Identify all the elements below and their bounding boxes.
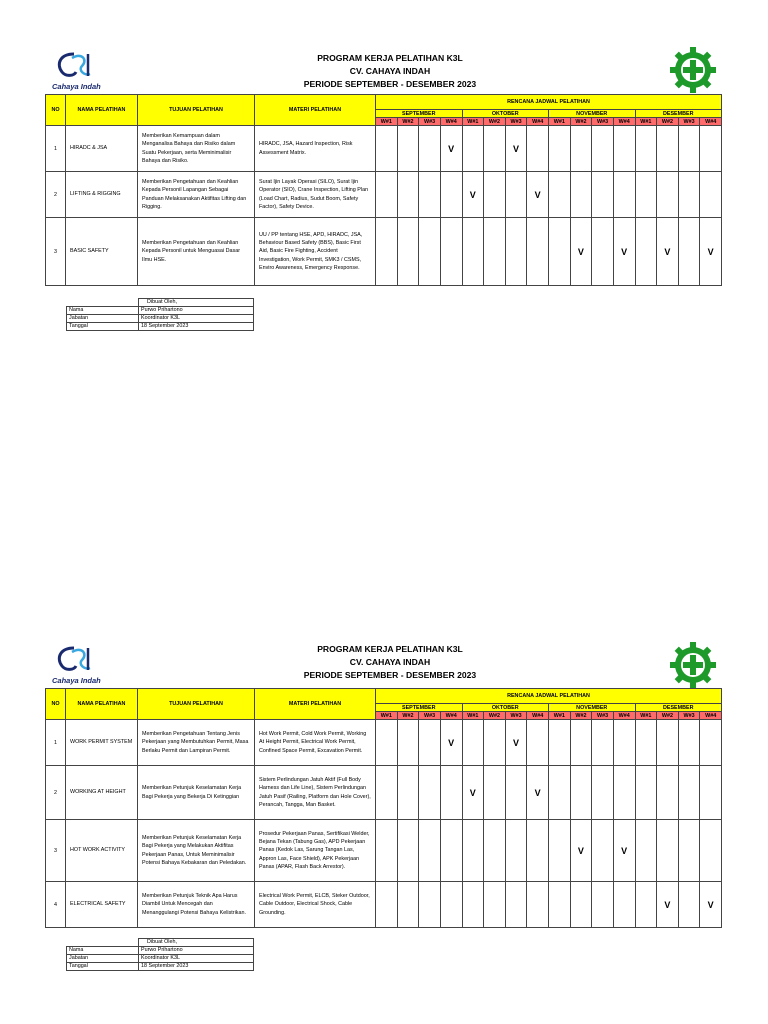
col-no: NO <box>46 95 66 126</box>
schedule-check-mark: V <box>570 218 592 286</box>
schedule-cell <box>397 766 419 820</box>
training-name: BASIC SAFETY <box>66 218 138 286</box>
schedule-cell <box>397 820 419 882</box>
schedule-check-mark: V <box>527 172 549 218</box>
schedule-cell <box>678 882 700 928</box>
schedule-cell <box>440 218 462 286</box>
week-header: W#1 <box>462 712 484 720</box>
training-objective: Memberikan Pengetahuan Tentang Jenis Pekerjaan yang Membutuhkan Permit, Masa Berlaku Permit dan Lampiran Permit. <box>138 720 255 766</box>
training-material: Surat Ijin Layak Operasi (SILO), Surat Ijin Operator (SIO), Crane Inspection, Lifting Plan (Load Chart, Radius, Sudut Boom, Safety Factor), Safety Device. <box>255 172 376 218</box>
week-header: W#2 <box>484 118 506 126</box>
schedule-cell <box>484 172 506 218</box>
schedule-cell <box>657 172 679 218</box>
month-header-november: NOVEMBER <box>549 110 636 118</box>
schedule-cell <box>700 820 722 882</box>
signature-position: Koordinator K3L <box>139 315 254 323</box>
schedule-cell <box>657 126 679 172</box>
signature-date-label: Tanggal <box>67 963 139 971</box>
week-header: W#4 <box>700 712 722 720</box>
schedule-cell <box>635 820 657 882</box>
signature-name: Purwo Prihartono <box>139 307 254 315</box>
schedule-cell <box>440 882 462 928</box>
schedule-check-mark: V <box>657 218 679 286</box>
schedule-cell <box>592 766 614 820</box>
table-row <box>46 882 722 928</box>
week-header: W#3 <box>505 712 527 720</box>
title-block <box>230 52 550 91</box>
training-objective: Memberikan Kemampuan dalam Menganalisa Bahaya dan Risiko dalam Suatu Pekerjaan, serta Meminimalisir Bahaya dan Risiko. <box>138 126 255 172</box>
week-header: W#2 <box>570 712 592 720</box>
schedule-cell <box>549 820 571 882</box>
schedule-cell <box>700 720 722 766</box>
training-material: Hot Work Permit, Cold Work Permit, Working At Height Permit, Electrical Work Permit, Confined Space Permit, Excavation Permit. <box>255 720 376 766</box>
schedule-cell <box>376 218 398 286</box>
schedule-cell <box>613 766 635 820</box>
col-materi-pelatihan: MATERI PELATIHAN <box>255 689 376 720</box>
month-header-oktober: OKTOBER <box>462 704 549 712</box>
week-header: W#3 <box>678 712 700 720</box>
month-header-oktober: OKTOBER <box>462 110 549 118</box>
training-objective: Memberikan Pengetahuan dan Keahlian Kepada Personil untuk Menguasai Dasar Ilmu HSE. <box>138 218 255 286</box>
col-materi-pelatihan: MATERI PELATIHAN <box>255 95 376 126</box>
schedule-cell <box>549 882 571 928</box>
schedule-cell <box>592 126 614 172</box>
row-number: 1 <box>46 126 66 172</box>
schedule-cell <box>419 218 441 286</box>
table-row <box>46 820 722 882</box>
schedule-cell <box>549 126 571 172</box>
schedule-cell <box>613 720 635 766</box>
schedule-cell <box>613 126 635 172</box>
training-name: WORK PERMIT SYSTEM <box>66 720 138 766</box>
week-header: W#3 <box>678 118 700 126</box>
schedule-cell <box>419 820 441 882</box>
schedule-cell <box>570 766 592 820</box>
col-nama-pelatihan: NAMA PELATIHAN <box>66 95 138 126</box>
row-number: 2 <box>46 766 66 820</box>
table-row <box>46 766 722 820</box>
schedule-cell <box>570 172 592 218</box>
schedule-check-mark: V <box>613 218 635 286</box>
schedule-check-mark: V <box>505 126 527 172</box>
schedule-cell <box>419 172 441 218</box>
schedule-cell <box>700 126 722 172</box>
schedule-cell <box>527 720 549 766</box>
schedule-check-mark: V <box>570 820 592 882</box>
week-header: W#3 <box>419 118 441 126</box>
schedule-cell <box>484 766 506 820</box>
schedule-cell <box>440 172 462 218</box>
training-name: HOT WORK ACTIVITY <box>66 820 138 882</box>
schedule-cell <box>397 126 419 172</box>
schedule-cell <box>527 126 549 172</box>
schedule-cell <box>440 766 462 820</box>
month-header-desember: DESEMBER <box>635 110 722 118</box>
schedule-cell <box>635 766 657 820</box>
schedule-cell <box>678 720 700 766</box>
schedule-cell <box>505 820 527 882</box>
table-row <box>46 720 722 766</box>
schedule-cell <box>505 882 527 928</box>
signature-name: Purwo Prihartono <box>139 947 254 955</box>
week-header: W#1 <box>549 118 571 126</box>
week-header: W#3 <box>592 712 614 720</box>
schedule-cell <box>549 766 571 820</box>
week-header: W#2 <box>484 712 506 720</box>
schedule-cell <box>700 172 722 218</box>
schedule-check-mark: V <box>505 720 527 766</box>
schedule-cell <box>657 766 679 820</box>
week-header: W#3 <box>505 118 527 126</box>
signature-name-label: Nama <box>67 947 139 955</box>
training-objective: Memberikan Petunjuk Teknik Apa Harus Diambil Untuk Mencegah dan Menanggulangi Potensi Bahaya Kelistrikan. <box>138 882 255 928</box>
week-header: W#1 <box>376 712 398 720</box>
schedule-cell <box>397 720 419 766</box>
col-no: NO <box>46 689 66 720</box>
week-header: W#4 <box>527 118 549 126</box>
k3-cross-gear-icon <box>668 640 718 690</box>
week-header: W#4 <box>527 712 549 720</box>
schedule-cell <box>397 882 419 928</box>
schedule-cell <box>505 172 527 218</box>
schedule-cell <box>527 820 549 882</box>
ci-logo-icon <box>52 50 114 82</box>
week-header: W#1 <box>635 712 657 720</box>
row-number: 2 <box>46 172 66 218</box>
schedule-check-mark: V <box>700 218 722 286</box>
schedule-cell <box>397 172 419 218</box>
schedule-cell <box>635 126 657 172</box>
schedule-cell <box>592 218 614 286</box>
company-logo <box>52 644 114 688</box>
training-material: Electrical Work Permit, ELCB, Steker Outdoor, Cable Outdoor, Electrical Shock, Cable Grounding. <box>255 882 376 928</box>
signature-block <box>66 298 254 331</box>
training-material: Prosedur Pekerjaan Panas, Sertifikasi Welder, Bejana Tekan (Tabung Gas), APD Pekerjaan Panas (Kedok Las, Sarung Tangan Las, Appron Las, Face Shield), APK Pekerjaan Panas (APAR, Flash Back Arrestor). <box>255 820 376 882</box>
week-header: W#2 <box>657 118 679 126</box>
schedule-cell <box>419 720 441 766</box>
month-header-september: SEPTEMBER <box>376 110 463 118</box>
schedule-cell <box>678 172 700 218</box>
schedule-cell <box>592 172 614 218</box>
week-header: W#2 <box>657 712 679 720</box>
training-plan-table <box>45 688 722 928</box>
schedule-cell <box>635 720 657 766</box>
schedule-cell <box>678 766 700 820</box>
schedule-cell <box>613 172 635 218</box>
ci-logo-icon <box>52 644 114 676</box>
col-rencana-jadwal: RENCANA JADWAL PELATIHAN <box>376 689 722 704</box>
signature-name-label: Nama <box>67 307 139 315</box>
schedule-cell <box>397 218 419 286</box>
col-rencana-jadwal: RENCANA JADWAL PELATIHAN <box>376 95 722 110</box>
schedule-cell <box>376 126 398 172</box>
schedule-cell <box>419 766 441 820</box>
row-number: 1 <box>46 720 66 766</box>
week-header: W#3 <box>592 118 614 126</box>
week-header: W#1 <box>376 118 398 126</box>
signature-block <box>66 938 254 971</box>
signature-position-label: Jabatan <box>67 315 139 323</box>
schedule-cell <box>484 820 506 882</box>
schedule-cell <box>484 882 506 928</box>
schedule-cell <box>376 720 398 766</box>
signature-date: 18 September 2023 <box>139 963 254 971</box>
table-row <box>46 172 722 218</box>
training-plan-table <box>45 94 722 286</box>
title-line-1: PROGRAM KERJA PELATIHAN K3L <box>317 53 463 63</box>
schedule-cell <box>592 882 614 928</box>
schedule-check-mark: V <box>657 882 679 928</box>
signature-created-by: Dibuat Oleh, <box>139 939 254 947</box>
week-header: W#1 <box>462 118 484 126</box>
schedule-cell <box>635 172 657 218</box>
training-objective: Memberikan Petunjuk Keselamatan Kerja Bagi Pekerja yang Bekerja Di Ketinggian <box>138 766 255 820</box>
schedule-cell <box>549 172 571 218</box>
training-objective: Memberikan Pengetahuan dan Keahlian Kepada Personil Lapangan Sebagai Panduan Melaksanakan Aktifitas Lifting dan Rigging. <box>138 172 255 218</box>
schedule-cell <box>376 766 398 820</box>
week-header: W#4 <box>613 118 635 126</box>
training-name: WORKING AT HEIGHT <box>66 766 138 820</box>
schedule-cell <box>570 126 592 172</box>
training-objective: Memberikan Petunjuk Keselamatan Kerja Bagi Pekerja yang Melakukan Aktifitas Pekerjaan Panas, Untuk Meminimalisir Potensi Bahaya Kebakaran dan Peledakan. <box>138 820 255 882</box>
schedule-cell <box>419 882 441 928</box>
signature-date-label: Tanggal <box>67 323 139 331</box>
col-tujuan-pelatihan: TUJUAN PELATIHAN <box>138 689 255 720</box>
week-header: W#4 <box>440 712 462 720</box>
schedule-cell <box>657 720 679 766</box>
schedule-cell <box>527 218 549 286</box>
schedule-cell <box>527 882 549 928</box>
row-number: 3 <box>46 218 66 286</box>
schedule-cell <box>678 218 700 286</box>
title-line-2: CV. CAHAYA INDAH <box>349 657 431 667</box>
training-material: HIRADC, JSA, Hazard Inspection, Risk Assessment Matrix. <box>255 126 376 172</box>
schedule-check-mark: V <box>440 720 462 766</box>
schedule-check-mark: V <box>462 766 484 820</box>
title-line-1: PROGRAM KERJA PELATIHAN K3L <box>317 644 463 654</box>
row-number: 3 <box>46 820 66 882</box>
schedule-cell <box>700 766 722 820</box>
schedule-cell <box>592 720 614 766</box>
schedule-cell <box>462 882 484 928</box>
schedule-check-mark: V <box>700 882 722 928</box>
k3-cross-gear-icon <box>668 45 718 95</box>
week-header: W#1 <box>635 118 657 126</box>
schedule-cell <box>462 126 484 172</box>
week-header: W#2 <box>570 118 592 126</box>
schedule-cell <box>657 820 679 882</box>
month-header-november: NOVEMBER <box>549 704 636 712</box>
title-line-3: PERIODE SEPTEMBER - DESEMBER 2023 <box>303 79 477 89</box>
training-name: LIFTING & RIGGING <box>66 172 138 218</box>
schedule-check-mark: V <box>613 820 635 882</box>
title-line-2: CV. CAHAYA INDAH <box>349 66 431 76</box>
week-header: W#4 <box>700 118 722 126</box>
month-header-desember: DESEMBER <box>635 704 722 712</box>
schedule-cell <box>635 218 657 286</box>
table-row <box>46 126 722 172</box>
logo-text: Cahaya Indah <box>52 82 101 91</box>
schedule-cell <box>484 126 506 172</box>
schedule-cell <box>376 820 398 882</box>
month-header-september: SEPTEMBER <box>376 704 463 712</box>
signature-position-label: Jabatan <box>67 955 139 963</box>
schedule-cell <box>549 720 571 766</box>
schedule-cell <box>592 820 614 882</box>
week-header: W#4 <box>440 118 462 126</box>
table-row <box>46 218 722 286</box>
title-line-3: PERIODE SEPTEMBER - DESEMBER 2023 <box>303 670 477 680</box>
training-material: Sistem Perlindungan Jatuh Aktif (Full Body Harness dan Life Line), Sistem Perlindungan Jatuh Pasif (Railing, Platform dan Hole Cover), Perancah, Tangga, Man Basket. <box>255 766 376 820</box>
schedule-cell <box>462 820 484 882</box>
training-name: HIRADC & JSA <box>66 126 138 172</box>
schedule-cell <box>484 218 506 286</box>
schedule-cell <box>484 720 506 766</box>
schedule-check-mark: V <box>462 172 484 218</box>
schedule-cell <box>419 126 441 172</box>
schedule-cell <box>505 218 527 286</box>
schedule-cell <box>462 218 484 286</box>
logo-text: Cahaya Indah <box>52 676 101 685</box>
week-header: W#2 <box>397 118 419 126</box>
schedule-cell <box>570 882 592 928</box>
week-header: W#4 <box>613 712 635 720</box>
schedule-check-mark: V <box>440 126 462 172</box>
signature-created-by: Dibuat Oleh, <box>139 299 254 307</box>
schedule-cell <box>549 218 571 286</box>
signature-date: 18 September 2023 <box>139 323 254 331</box>
schedule-cell <box>613 882 635 928</box>
week-header: W#3 <box>419 712 441 720</box>
schedule-cell <box>505 766 527 820</box>
schedule-cell <box>376 172 398 218</box>
schedule-cell <box>462 720 484 766</box>
schedule-cell <box>635 882 657 928</box>
schedule-cell <box>440 820 462 882</box>
schedule-check-mark: V <box>527 766 549 820</box>
training-name: ELECTRICAL SAFETY <box>66 882 138 928</box>
schedule-cell <box>678 820 700 882</box>
title-block <box>230 643 550 682</box>
col-tujuan-pelatihan: TUJUAN PELATIHAN <box>138 95 255 126</box>
company-logo <box>52 50 114 94</box>
signature-position: Koordinator K3L <box>139 955 254 963</box>
schedule-cell <box>678 126 700 172</box>
training-material: UU / PP tentang HSE, APD, HIRADC, JSA, Behaviour Based Safety (BBS), Basic First Aid, Basic Fire Fighting, Accident Investigation, Work Permit, SMK3 / CSMS, Enviro Awareness, Emergency Response. <box>255 218 376 286</box>
week-header: W#2 <box>397 712 419 720</box>
row-number: 4 <box>46 882 66 928</box>
week-header: W#1 <box>549 712 571 720</box>
schedule-cell <box>376 882 398 928</box>
col-nama-pelatihan: NAMA PELATIHAN <box>66 689 138 720</box>
schedule-cell <box>570 720 592 766</box>
